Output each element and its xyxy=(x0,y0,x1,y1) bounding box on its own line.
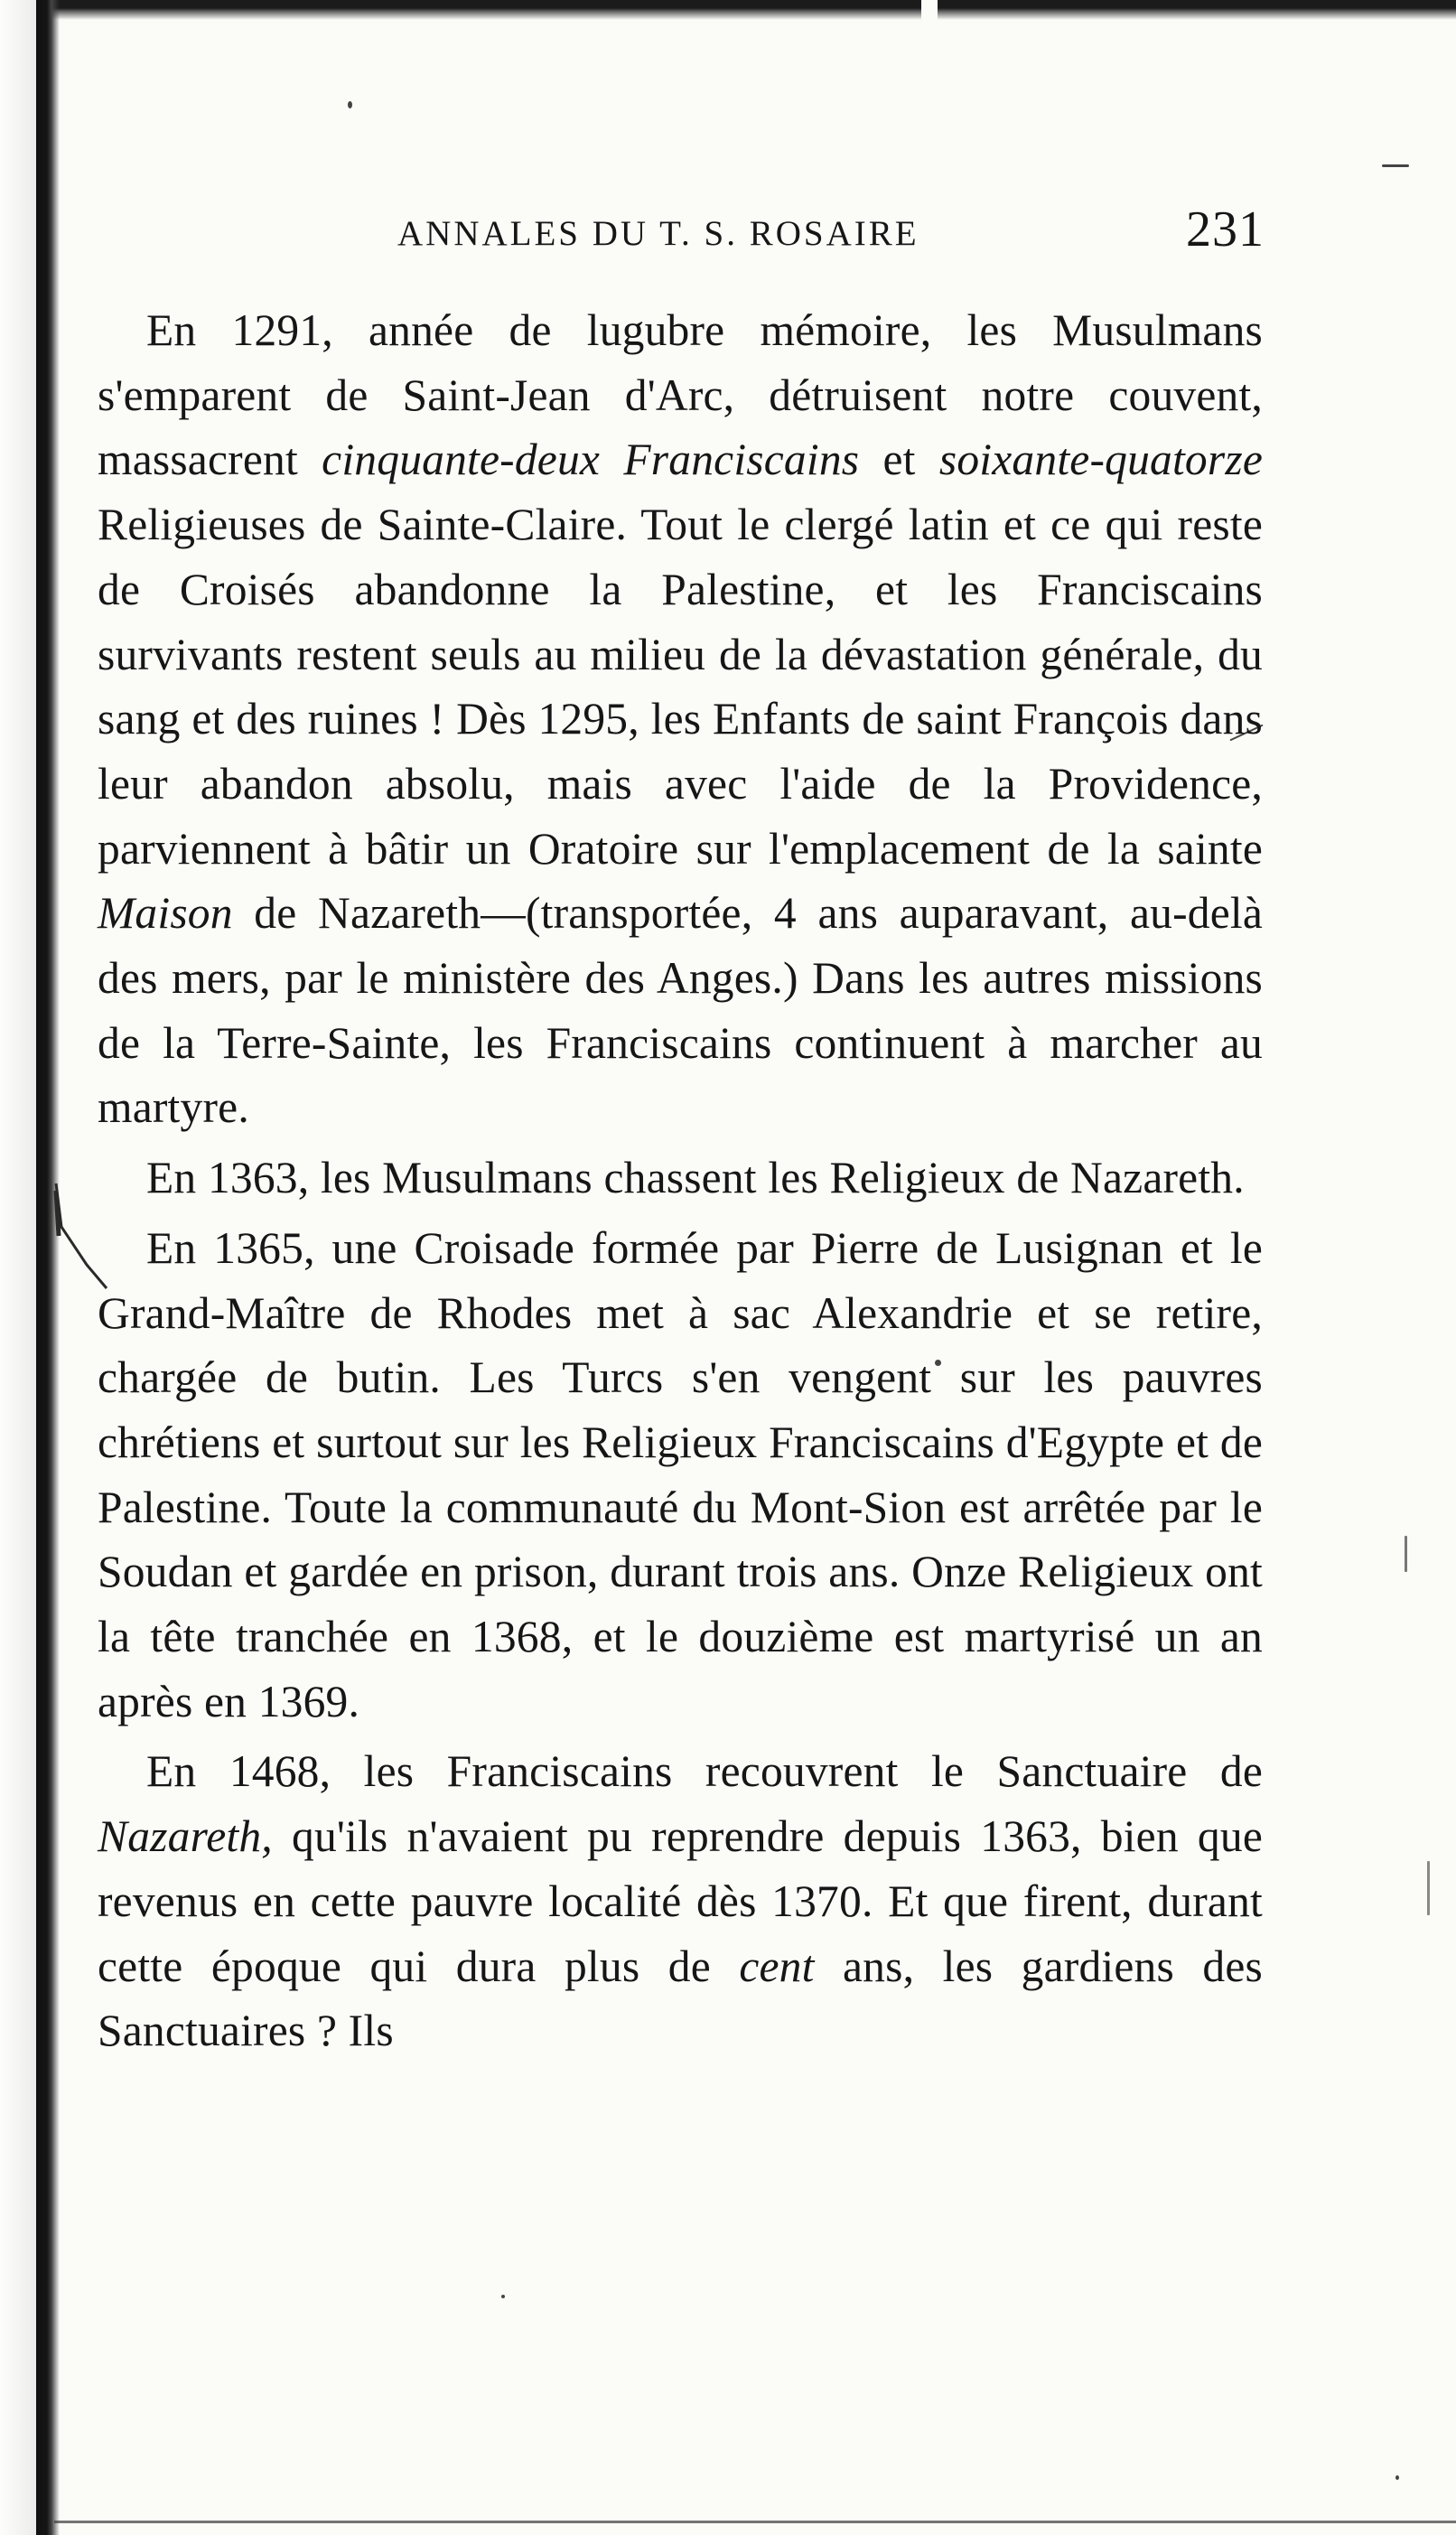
italic-text: cinquante-deux Franciscains xyxy=(322,435,860,485)
paragraph xyxy=(98,1146,1263,1211)
scan-top-edge xyxy=(36,0,1456,20)
paragraph xyxy=(98,298,1263,1140)
scan-speckle xyxy=(1382,164,1409,167)
text-run: et xyxy=(859,435,939,485)
italic-text: soixante-quatorze xyxy=(938,435,1263,485)
scan-bottom-edge xyxy=(54,2521,1456,2523)
scan-speckle xyxy=(348,101,352,108)
text-run: En 1291, année de lugubre mémoire, les Musulmans s'emparent de Saint-Jean d'Arc, détruisent notre couvent, massacrent xyxy=(98,305,1263,485)
paragraph xyxy=(98,1216,1263,1735)
scan-speckle xyxy=(501,2295,505,2298)
paragraph xyxy=(98,1739,1263,2063)
page-margin-shadow xyxy=(0,0,36,2535)
text-run: qu'ils n'avaient pu reprendre depuis 1363, bien que revenus en cette pauvre localité dès 1370. Et que firent, durant cette époque qui dura plus de xyxy=(98,1811,1263,1991)
text-run: de Nazareth—(transportée, 4 ans auparavant, au-delà des mers, par le ministère des Anges.) Dans les autres missions de la Terre-Sainte, les Franciscains continuent à marcher au martyre. xyxy=(98,888,1263,1133)
italic-text: Nazareth, xyxy=(98,1811,273,1862)
running-header-title: ANNALES DU T. S. ROSAIRE xyxy=(397,214,919,253)
text-body xyxy=(98,298,1263,2063)
scan-speckle xyxy=(1405,1536,1407,1572)
text-run: En 1468, les Franciscains recouvrent le Sanctuaire de xyxy=(146,1746,1263,1797)
page-number: 231 xyxy=(1186,201,1265,257)
text-run: En 1363, les Musulmans chassent les Religieux de Nazareth. xyxy=(146,1153,1245,1203)
scan-speckle xyxy=(1427,1861,1430,1915)
running-header xyxy=(397,201,1265,269)
italic-text: cent xyxy=(739,1941,815,1991)
italic-text: Maison xyxy=(98,888,233,939)
text-run: En 1365, une Croisade formée par Pierre de Lusignan et le Grand-Maître de Rhodes met à sac Alexandrie et se retire, chargée de butin. Les Turcs s'en vengent sur les pauvres chrétiens et surtout sur les Religieux Franciscains d'Egypte et de Palestine. Toute la communauté du Mont-Sion est arrêtée par le Soudan et gardée en prison, durant trois ans. Onze Religieux ont la tête tranchée en 1368, et le douzième est martyrisé un an après en 1369. xyxy=(98,1222,1263,1726)
scan-speckle xyxy=(1395,2475,1399,2480)
text-run: Religieuses de Sainte-Claire. Tout le clergé latin et ce qui reste de Croisés abandonne la Palestine, et les Franciscains survivants restent seuls au milieu de la dévastation générale, du sang et des ruines ! Dès 1295, les Enfants de saint François dans leur abandon absolu, mais avec l'aide de la Providence, parviennent à bâtir un Oratoire sur l'emplacement de la sainte xyxy=(98,500,1263,874)
text-run: ans, les gardiens des Sanctuaires ? Ils xyxy=(98,1941,1263,2056)
